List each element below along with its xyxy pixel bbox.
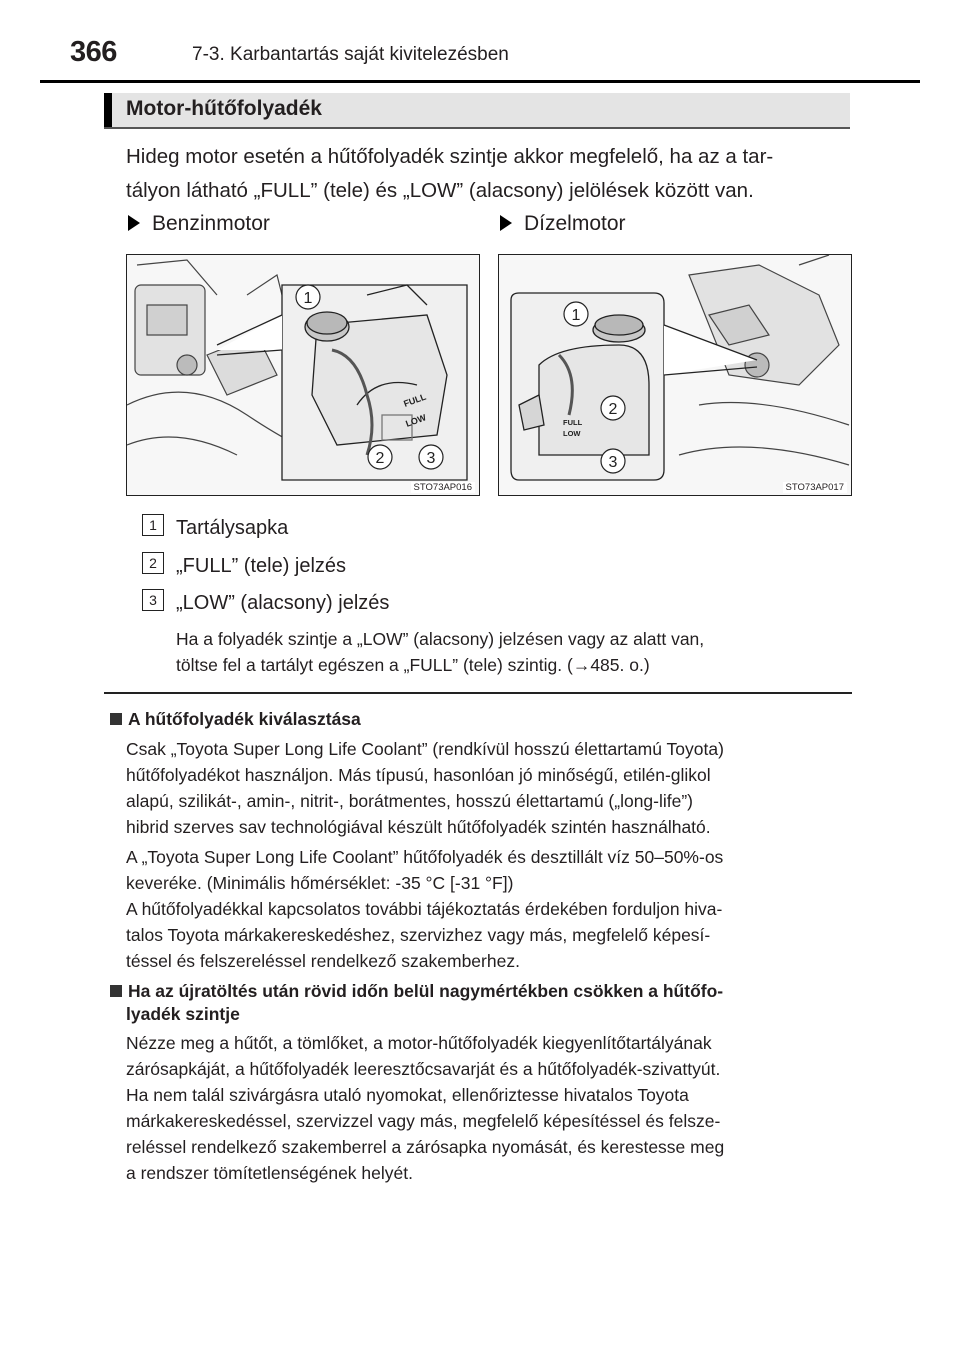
paragraph-line: téssel és felszereléssel rendelkező szakemberhez. xyxy=(126,951,520,971)
figure-code: STO73AP017 xyxy=(783,482,847,493)
petrol-engine-figure xyxy=(126,254,480,496)
note-line-2: töltse fel a tartályt egészen a „FULL” (tele) szintig. (→485. o.) xyxy=(176,655,650,675)
paragraph-line: Nézze meg a hűtőt, a tömlőket, a motor-hűtőfolyadék kiegyenlítőtartályának xyxy=(126,1033,712,1053)
petrol-engine-label: Benzinmotor xyxy=(152,212,270,235)
header-rule xyxy=(40,80,920,83)
full-mark: FULL xyxy=(402,391,428,409)
low-mark: LOW xyxy=(404,412,428,429)
section-title-underline xyxy=(104,127,850,129)
level-drop-heading-line-2: lyadék szintje xyxy=(126,1004,240,1024)
legend-number-3: 3 xyxy=(142,589,164,611)
callout-3: 3 xyxy=(608,454,618,471)
triangle-bullet-icon xyxy=(500,215,512,231)
page-number: 366 xyxy=(70,36,117,68)
figure-code: STO73AP016 xyxy=(411,482,475,493)
callout-3: 3 xyxy=(426,450,436,467)
callout-1: 1 xyxy=(303,290,313,307)
paragraph-line: keveréke. (Minimális hőmérséklet: -35 °C [-31 °F]) xyxy=(126,873,514,893)
paragraph-line: zárósapkáját, a hűtőfolyadék leeresztőcsavarját és a hűtőfolyadék-szivattyút. xyxy=(126,1059,721,1079)
callout-2: 2 xyxy=(608,401,618,418)
paragraph-line: A hűtőfolyadékkal kapcsolatos további tájékoztatás érdekében forduljon hiva- xyxy=(126,899,723,919)
paragraph-line: hibrid szerves sav technológiával készült hűtőfolyadék szintén használható. xyxy=(126,817,711,837)
legend-text-3: „LOW” (alacsony) jelzés xyxy=(176,592,390,614)
paragraph-line: hűtőfolyadékot használjon. Más típusú, hasonlóan jó minőségű, etilén-glikol xyxy=(126,765,711,785)
intro-line-1: Hideg motor esetén a hűtőfolyadék szintje akkor megfelelő, ha az a tar- xyxy=(126,145,774,168)
paragraph-line: Ha nem talál szivárgásra utaló nyomokat, ellenőriztesse hivatalos Toyota xyxy=(126,1085,689,1105)
low-mark: LOW xyxy=(563,429,581,438)
square-bullet-icon xyxy=(110,713,122,725)
diesel-engine-illustration xyxy=(499,255,850,494)
section-divider xyxy=(104,692,852,694)
legend-text-1: Tartálysapka xyxy=(176,517,289,539)
paragraph-line: reléssel rendelkező szakemberrel a zárósapka nyomását, és kerestesse meg xyxy=(126,1137,725,1157)
level-drop-heading-text: Ha az újratöltés után rövid időn belül nagymértékben csökken a hűtőfo- xyxy=(128,981,724,1001)
paragraph-line: A „Toyota Super Long Life Coolant” hűtőfolyadék és desztillált víz 50–50%-os xyxy=(126,847,724,867)
legend-text-2: „FULL” (tele) jelzés xyxy=(176,555,347,577)
note-line-1: Ha a folyadék szintje a „LOW” (alacsony) jelzésen vagy az alatt van, xyxy=(176,629,705,649)
callout-2: 2 xyxy=(375,450,385,467)
diesel-engine-label: Dízelmotor xyxy=(524,212,626,235)
coolant-selection-heading-text: A hűtőfolyadék kiválasztása xyxy=(128,709,361,729)
chapter-title: 7-3. Karbantartás saját kivitelezésben xyxy=(192,44,509,65)
coolant-selection-heading xyxy=(110,706,856,732)
intro-line-2: tályon látható „FULL” (tele) és „LOW” (alacsony) jelölések között van. xyxy=(126,179,754,202)
legend-number-1: 1 xyxy=(142,514,164,536)
legend-number-2: 2 xyxy=(142,552,164,574)
paragraph-line: Csak „Toyota Super Long Life Coolant” (rendkívül hosszú élettartamú Toyota) xyxy=(126,739,724,759)
triangle-bullet-icon xyxy=(128,215,140,231)
diesel-engine-figure xyxy=(498,254,852,496)
paragraph-line: márkakereskedéssel, szervizzel vagy más, megfelelő képesítéssel és felsze- xyxy=(126,1111,721,1131)
callout-1: 1 xyxy=(571,307,581,324)
petrol-engine-heading xyxy=(128,212,270,236)
paragraph-line: a rendszer tömítetlenségének helyét. xyxy=(126,1163,413,1183)
paragraph-line: talos Toyota márkakereskedéshez, szervizhez vagy más, megfelelő képesí- xyxy=(126,925,711,945)
square-bullet-icon xyxy=(110,985,122,997)
paragraph-line: alapú, szilikát-, amin-, nitrit-, borátmentes, hosszú élettartamú („long-life”) xyxy=(126,791,694,811)
petrol-engine-illustration xyxy=(127,255,478,494)
diesel-engine-heading xyxy=(500,212,626,236)
full-mark: FULL xyxy=(563,418,583,427)
section-title: Motor-hűtőfolyadék xyxy=(126,97,322,120)
